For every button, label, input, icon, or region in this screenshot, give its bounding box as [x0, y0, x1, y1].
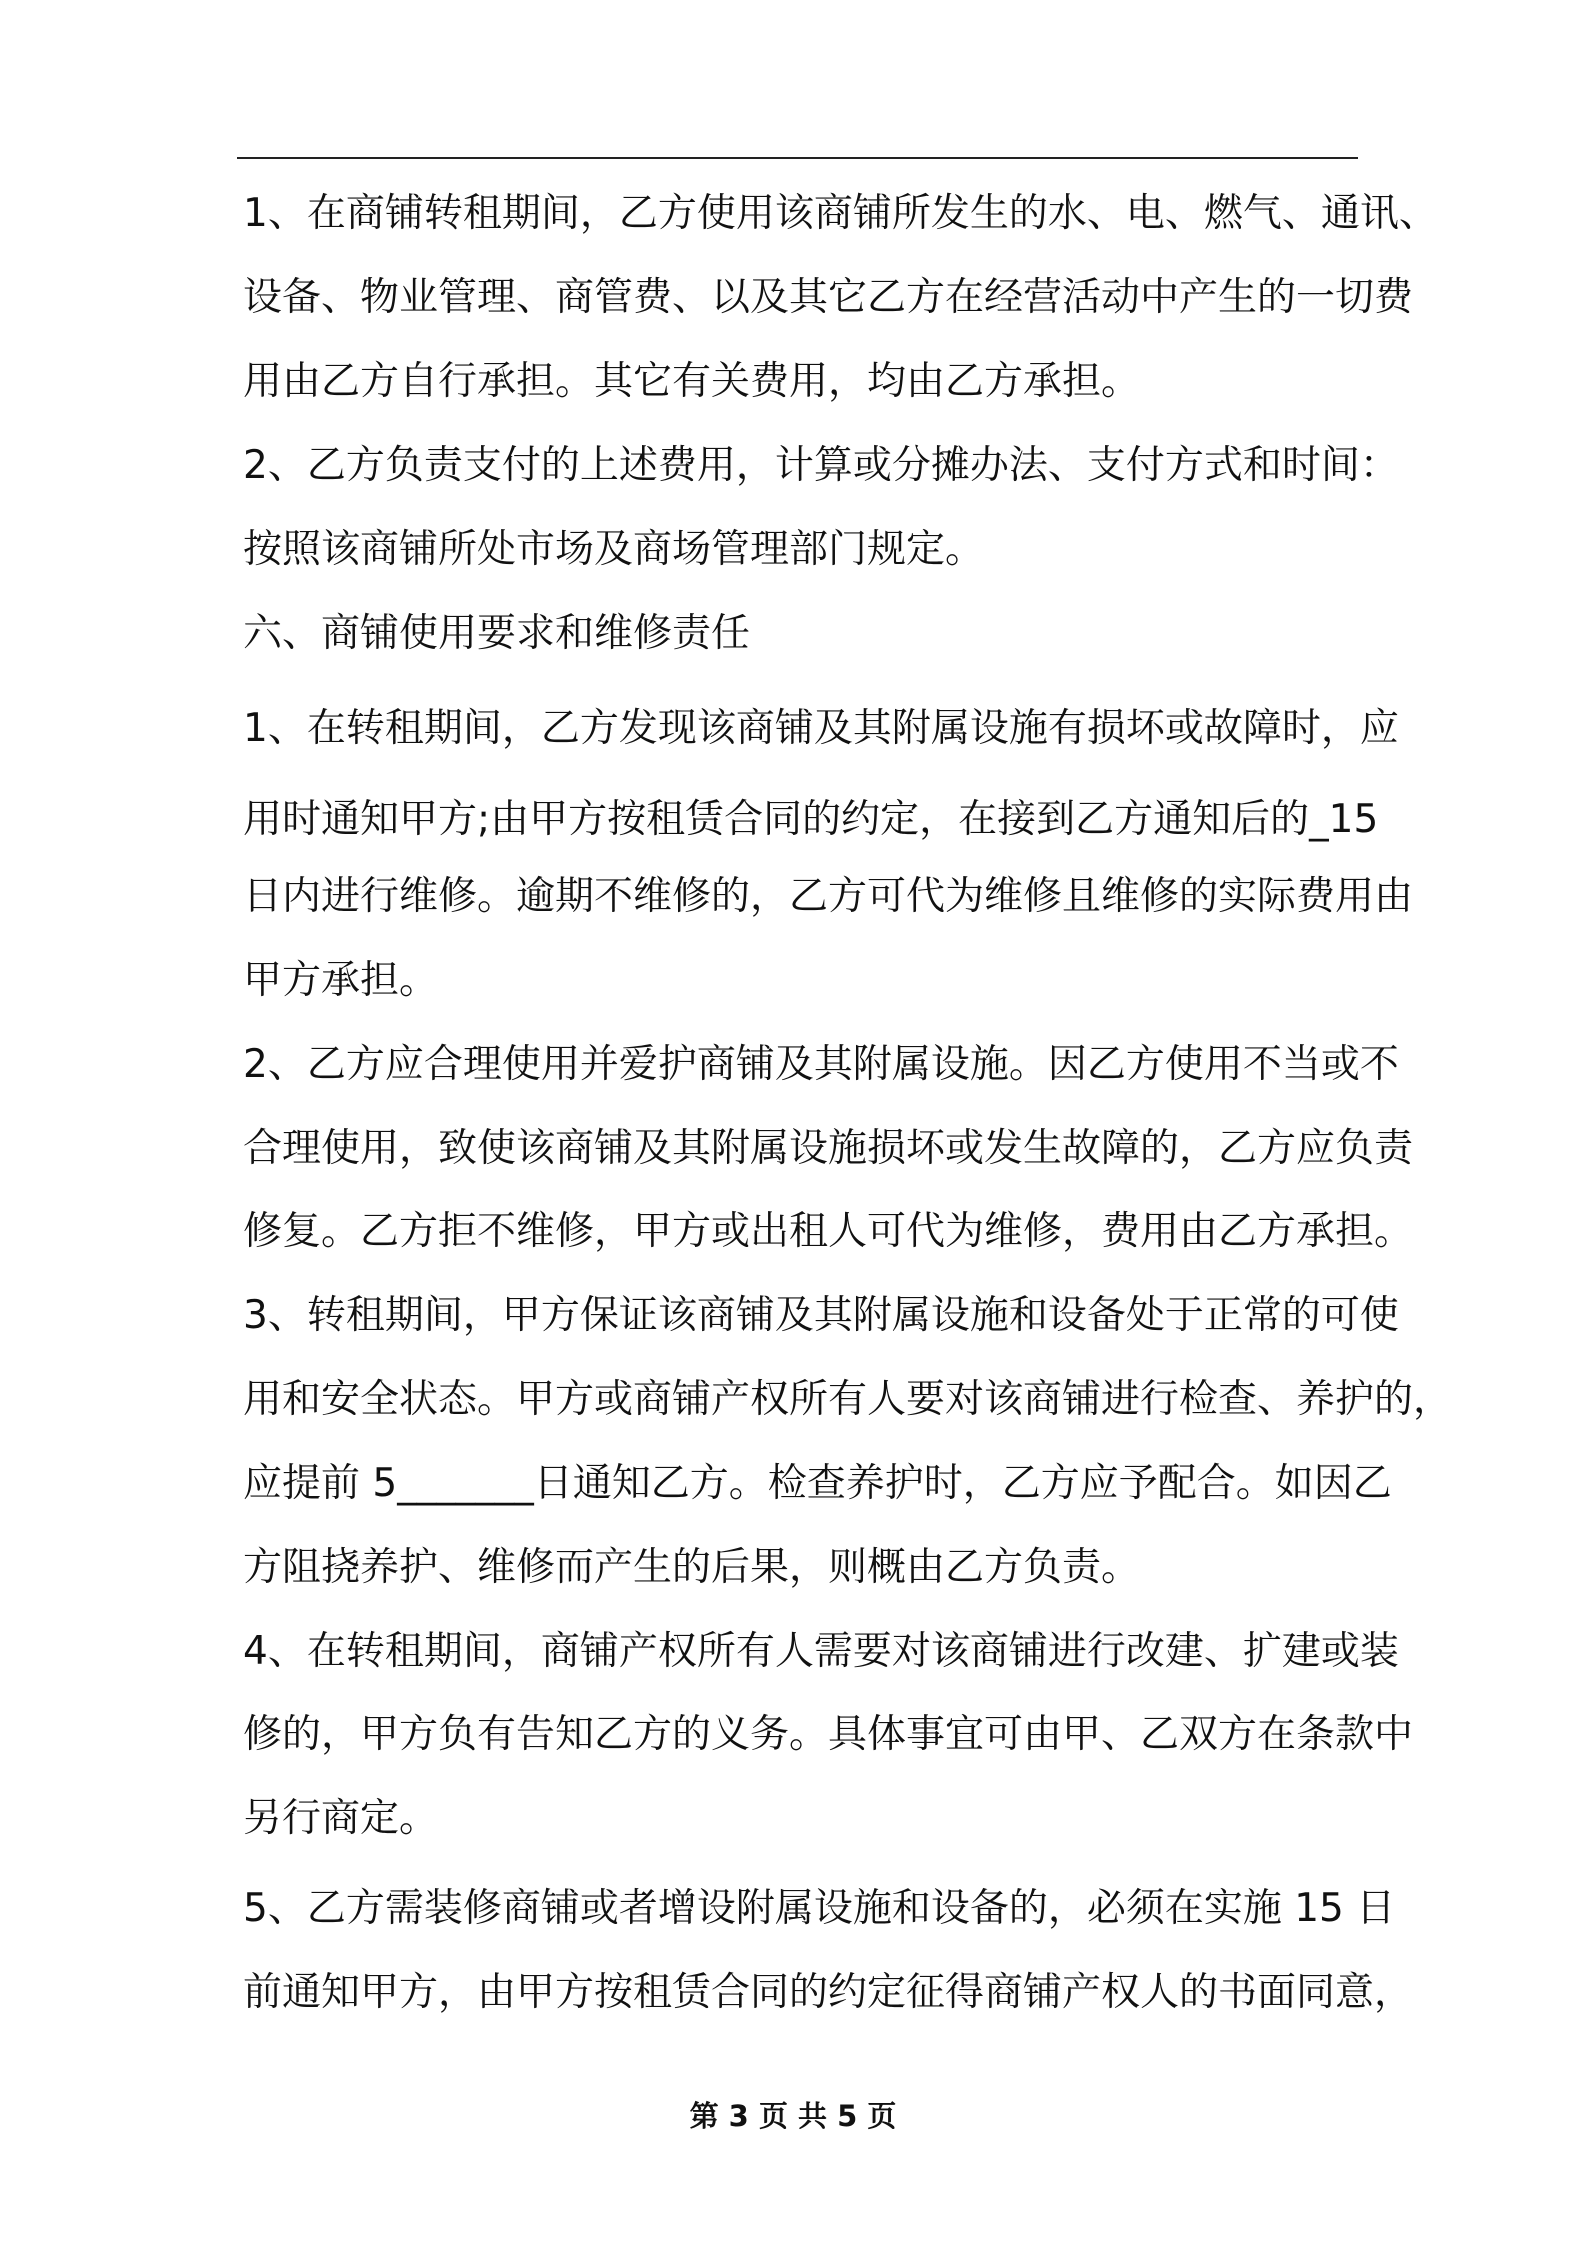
text-line: 1、在转租期间，乙方发现该商铺及其附属设施有损坏或故障时，应	[243, 706, 1399, 751]
page-number: 第 3 页 共 5 页	[689, 2099, 897, 2133]
text-line: 日内进行维修。逾期不维修的，乙方可代为维修且维修的实际费用由	[243, 874, 1414, 919]
text-line: 4、在转租期间，商铺产权所有人需要对该商铺进行改建、扩建或装	[243, 1629, 1399, 1674]
text-line: 按照该商铺所处市场及商场管理部门规定。	[243, 527, 985, 572]
text-line: 2、乙方负责支付的上述费用，计算或分摊办法、支付方式和时间：	[243, 443, 1399, 488]
text-line: 用由乙方自行承担。其它有关费用，均由乙方承担。	[243, 359, 1141, 404]
text-line: 用时通知甲方;由甲方按租赁合同的约定，在接到乙方通知后的_15	[243, 797, 1379, 842]
text-line: 前通知甲方，由甲方按租赁合同的约定征得商铺产权人的书面同意，	[243, 1970, 1414, 2015]
text-line: 甲方承担。	[243, 958, 439, 1003]
text-line: 合理使用，致使该商铺及其附属设施损坏或发生故障的，乙方应负责	[243, 1126, 1414, 1171]
text-line: 1、在商铺转租期间，乙方使用该商铺所发生的水、电、燃气、通讯、	[243, 191, 1438, 236]
text-line: 3、转租期间，甲方保证该商铺及其附属设施和设备处于正常的可使	[243, 1293, 1399, 1338]
text-line: 用和安全状态。甲方或商铺产权所有人要对该商铺进行检查、养护的，	[243, 1377, 1453, 1422]
text-line: 修复。乙方拒不维修，甲方或出租人可代为维修，费用由乙方承担。	[243, 1209, 1414, 1254]
text-line: 2、乙方应合理使用并爱护商铺及其附属设施。因乙方使用不当或不	[243, 1042, 1399, 1087]
text-line: 修的，甲方负有告知乙方的义务。具体事宜可由甲、乙双方在条款中	[243, 1712, 1414, 1757]
text-line: 设备、物业管理、商管费、以及其它乙方在经营活动中产生的一切费	[243, 275, 1414, 320]
section-heading: 六、商铺使用要求和维修责任	[243, 611, 751, 656]
header-rule	[237, 157, 1358, 159]
text-line: 应提前 5_______日通知乙方。检查养护时，乙方应予配合。如因乙	[243, 1461, 1392, 1506]
text-line: 5、乙方需装修商铺或者增设附属设施和设备的，必须在实施 15 日	[243, 1886, 1396, 1931]
text-line: 方阻挠养护、维修而产生的后果，则概由乙方负责。	[243, 1545, 1141, 1590]
text-line: 另行商定。	[243, 1796, 439, 1841]
